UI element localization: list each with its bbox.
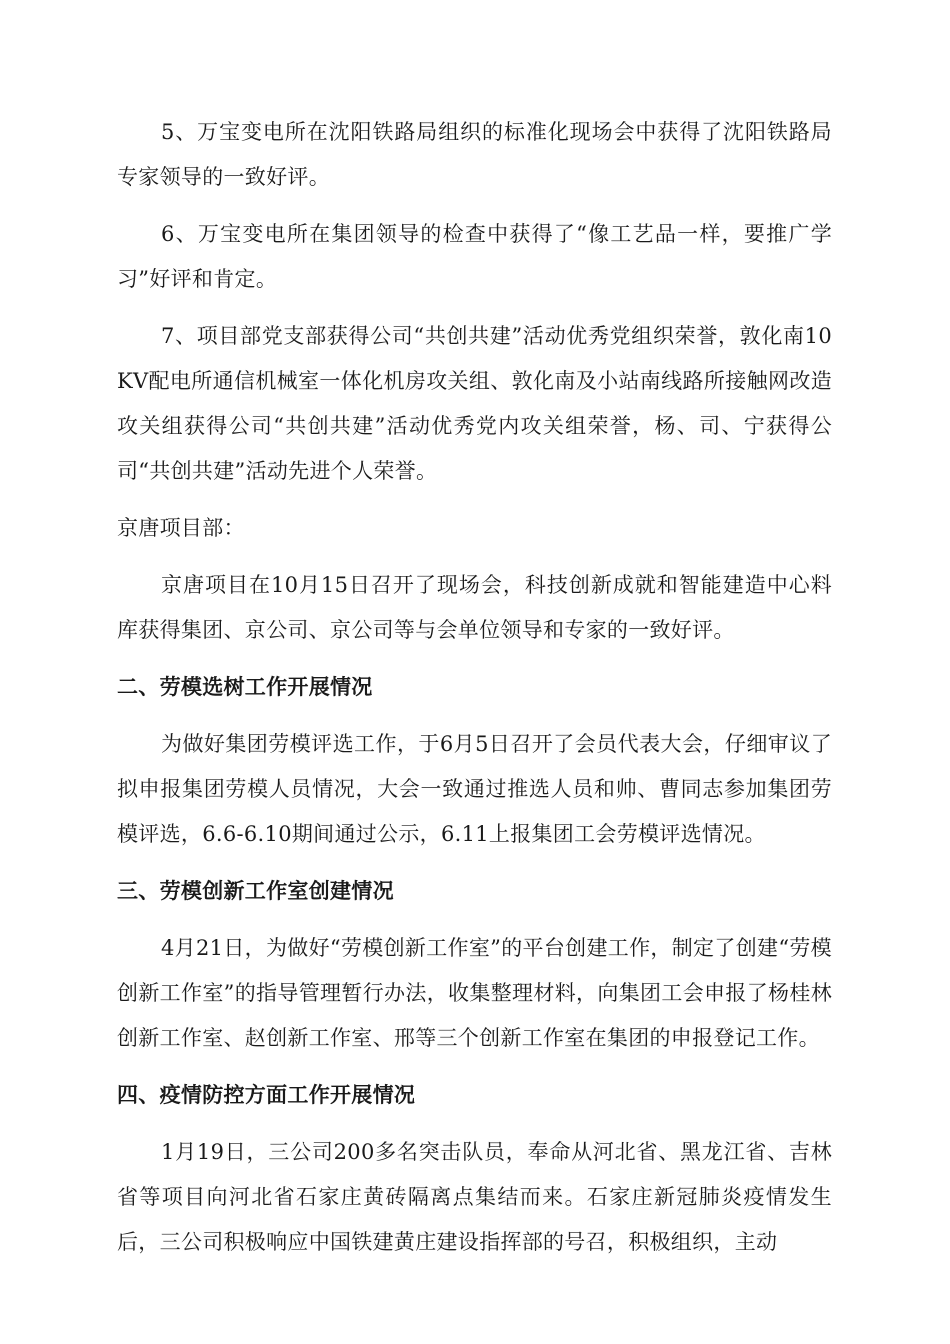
section-heading-model-worker-selection: 二、劳模选树工作开展情况 bbox=[117, 675, 373, 699]
jingtang-project-paragraph: 京唐项目在10月15日召开了现场会，科技创新成就和智能建造中心料库获得集团、京公司、京公司等与会单位领导和专家的一致好评。 bbox=[117, 573, 832, 642]
paragraph-item-7: 7、项目部党支部获得公司“共创共建”活动优秀党组织荣誉，敦化南10KV配电所通信机械室一体化机房攻关组、敦化南及小站南线路所接触网改造攻关组获得公司“共创共建”活动优秀党内攻关组荣誉，杨、司、宁获得公司“共创共建”活动先进个人荣誉。 bbox=[117, 324, 832, 483]
section-body-innovation-studio: 4月21日，为做好“劳模创新工作室”的平台创建工作，制定了创建“劳模创新工作室”的指导管理暂行办法，收集整理材料，向集团工会申报了杨桂林创新工作室、赵创新工作室、邢等三个创新工作室在集团的申报登记工作。 bbox=[117, 936, 832, 1050]
document-body bbox=[117, 110, 832, 1265]
section-heading-epidemic-prevention: 四、疫情防控方面工作开展情况 bbox=[117, 1083, 416, 1107]
paragraph-item-5: 5、万宝变电所在沈阳铁路局组织的标准化现场会中获得了沈阳铁路局专家领导的一致好评。 bbox=[117, 120, 832, 189]
section-heading-innovation-studio: 三、劳模创新工作室创建情况 bbox=[117, 879, 394, 903]
paragraph-item-6: 6、万宝变电所在集团领导的检查中获得了“像工艺品一样，要推广学习”好评和肯定。 bbox=[117, 222, 832, 291]
section-body-model-worker-selection: 为做好集团劳模评选工作，于6月5日召开了会员代表大会，仔细审议了拟申报集团劳模人员情况，大会一致通过推选人员和帅、曹同志参加集团劳模评选，6.6-6.10期间通过公示，6.11上报集团工会劳模评选情况。 bbox=[117, 732, 832, 846]
section-body-epidemic-prevention: 1月19日，三公司200多名突击队员，奉命从河北省、黑龙江省、吉林省等项目向河北省石家庄黄砖隔离点集结而来。石家庄新冠肺炎疫情发生后，三公司积极响应中国铁建黄庄建设指挥部的号召，积极组织，主动 bbox=[117, 1140, 832, 1254]
jingtang-project-label: 京唐项目部： bbox=[117, 516, 245, 540]
